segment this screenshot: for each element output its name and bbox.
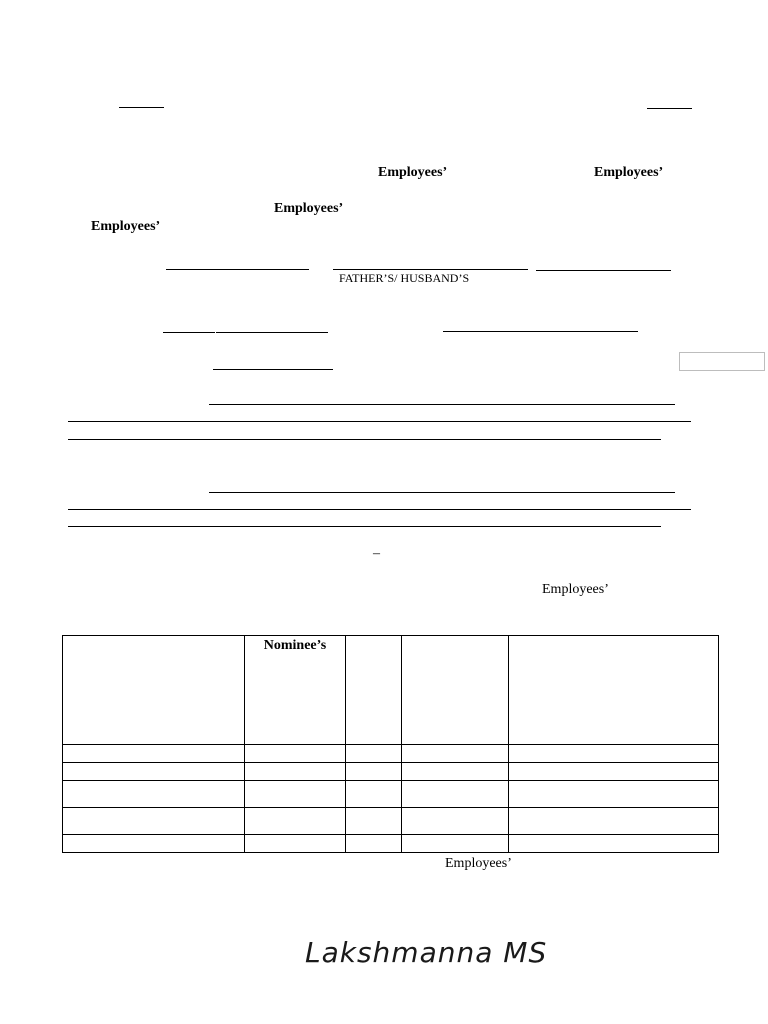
table-cell[interactable] [63,808,245,835]
table-cell[interactable] [346,781,402,808]
table-header-nominee: Nominee’s [245,636,346,745]
address-2-line-3[interactable] [68,526,661,527]
table-header-cell [509,636,719,745]
employees-label-3: Employees’ [274,201,344,216]
table-cell[interactable] [346,763,402,781]
single-field-blank[interactable] [213,369,333,370]
table-cell[interactable] [346,835,402,853]
table-header-cell [402,636,509,745]
table-header-row [63,636,719,745]
table-cell[interactable] [402,745,509,763]
table-cell[interactable] [509,781,719,808]
fathers-husbands-label: FATHER’S/ HUSBAND’S [339,271,470,285]
address-1-line-3[interactable] [68,439,661,440]
top-right-blank[interactable] [647,108,692,109]
address-1-line-2[interactable] [68,421,691,422]
name-first-blank[interactable] [166,269,309,270]
table-cell[interactable] [402,835,509,853]
employees-label-1: Employees’ [378,165,448,180]
employees-label-4: Employees’ [91,219,161,234]
table-cell[interactable] [63,781,245,808]
table-cell[interactable] [245,781,346,808]
side-input-box[interactable] [679,352,765,371]
table-cell[interactable] [63,763,245,781]
table-cell[interactable] [509,835,719,853]
table-cell[interactable] [402,808,509,835]
table-cell[interactable] [63,835,245,853]
table-cell[interactable] [402,781,509,808]
top-left-blank[interactable] [119,107,164,108]
table-cell[interactable] [245,808,346,835]
table-cell[interactable] [245,745,346,763]
table-cell[interactable] [245,763,346,781]
address-2-line-2[interactable] [68,509,691,510]
date-blank-a[interactable] [163,332,215,333]
name-father-husband-blank[interactable] [333,269,528,270]
employees-label-2: Employees’ [594,165,664,180]
table-header-cell [63,636,245,745]
signature: Lakshmanna MS [305,936,548,969]
table-cell[interactable] [346,745,402,763]
table-cell[interactable] [509,745,719,763]
date-blank-b[interactable] [216,332,328,333]
dash-mark: – [373,546,380,561]
table-row [63,763,719,781]
table-cell[interactable] [402,763,509,781]
table-cell[interactable] [509,763,719,781]
table-cell[interactable] [509,808,719,835]
table-cell[interactable] [63,745,245,763]
table-row [63,808,719,835]
name-surname-blank[interactable] [536,270,671,271]
address-2-line-1[interactable] [209,492,675,493]
table-header-cell [346,636,402,745]
table-cell[interactable] [245,835,346,853]
employees-label-6: Employees’ [445,856,512,871]
table-row [63,781,719,808]
table-cell[interactable] [346,808,402,835]
table-row [63,745,719,763]
details-blank[interactable] [443,331,638,332]
table-row [63,835,719,853]
employees-label-5: Employees’ [542,582,609,597]
nominee-table [62,635,719,853]
address-1-line-1[interactable] [209,404,675,405]
